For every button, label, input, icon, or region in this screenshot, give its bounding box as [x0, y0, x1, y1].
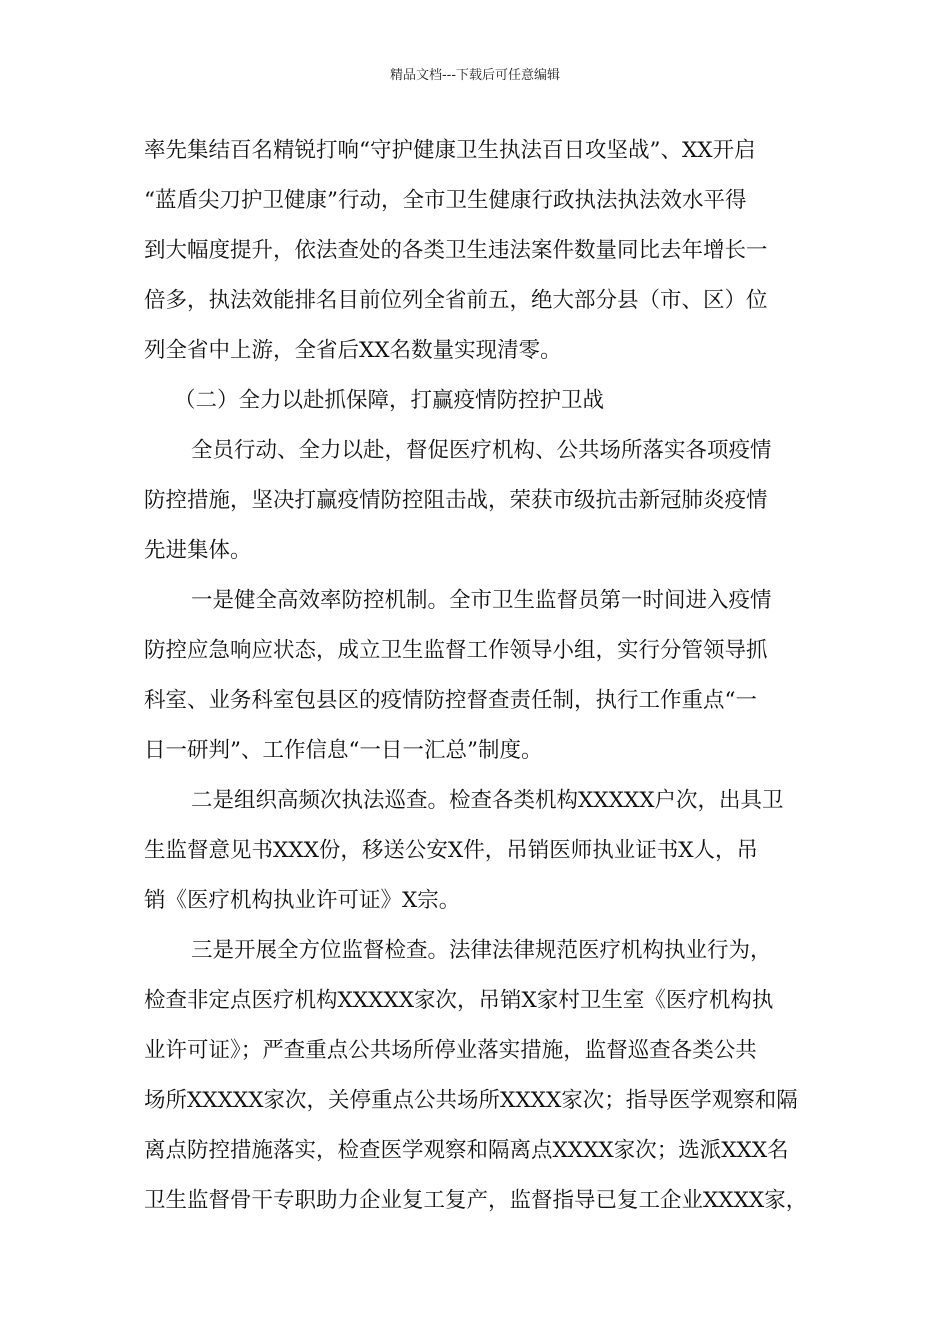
- text-line: 生监督意见书XXX份，移送公安X件，吊销医师执业证书X人，吊: [144, 838, 759, 863]
- text-line: 业许可证》；严查重点公共场所停业落实措施，监督巡查各类公共: [144, 1038, 757, 1063]
- text-line: 三是开展全方位监督检查。法律法律规范医疗机构执业行为，: [191, 938, 772, 963]
- text-line: 一是健全高效率防控机制。全市卫生监督员第一时间进入疫情: [191, 588, 772, 613]
- text-line: 倍多，执法效能排名目前位列全省前五，绝大部分县（市、区）位: [144, 288, 768, 313]
- text-line: 卫生监督骨干专职助力企业复工复产，监督指导已复工企业XXXX家，: [144, 1188, 808, 1213]
- text-line: 二是组织高频次执法巡查。检查各类机构XXXXX户次，出具卫: [191, 788, 784, 813]
- paragraph-4: [144, 776, 810, 926]
- section-heading-text: （二）全力以赴抓保障，打赢疫情防控护卫战: [174, 388, 605, 413]
- page-header: 精品文档---下载后可任意编辑: [389, 68, 561, 83]
- section-heading: [144, 376, 810, 426]
- text-line: 先进集体。: [144, 538, 252, 563]
- text-line: 科室、业务科室包县区的疫情防控督查责任制，执行工作重点“一: [144, 688, 757, 713]
- text-line: 全员行动、全力以赴，督促医疗机构、公共场所落实各项疫情: [191, 438, 772, 463]
- document-body: [144, 126, 810, 1226]
- text-line: 防控措施，坚决打赢疫情防控阻击战，荣获市级抗击新冠肺炎疫情: [144, 488, 768, 513]
- text-line: 率先集结百名精锐打响“守护健康卫生执法百日攻坚战”、XX开启: [144, 138, 756, 163]
- text-line: 到大幅度提升，依法查处的各类卫生违法案件数量同比去年增长一: [144, 238, 768, 263]
- text-line: “蓝盾尖刀护卫健康”行动，全市卫生健康行政执法执法效水平得: [144, 188, 747, 213]
- paragraph-5: [144, 926, 810, 1226]
- text-line: 场所XXXXX家次，关停重点公共场所XXXX家次；指导医学观察和隔: [144, 1088, 798, 1113]
- text-line: 防控应急响应状态，成立卫生监督工作领导小组，实行分管领导抓: [144, 638, 768, 663]
- paragraph-2: [144, 426, 810, 576]
- paragraph-3: [144, 576, 810, 776]
- text-line: 销《医疗机构执业许可证》X宗。: [144, 888, 461, 913]
- paragraph-1: [144, 126, 810, 376]
- text-line: 检查非定点医疗机构XXXXX家次，吊销X家村卫生室《医疗机构执: [144, 988, 774, 1013]
- text-line: 离点防控措施落实，检查医学观察和隔离点XXXX家次；选派XXX名: [144, 1138, 789, 1163]
- text-line: 列全省中上游，全省后XX名数量实现清零。: [144, 338, 562, 363]
- text-line: 日一研判”、工作信息“一日一汇总”制度。: [144, 738, 543, 763]
